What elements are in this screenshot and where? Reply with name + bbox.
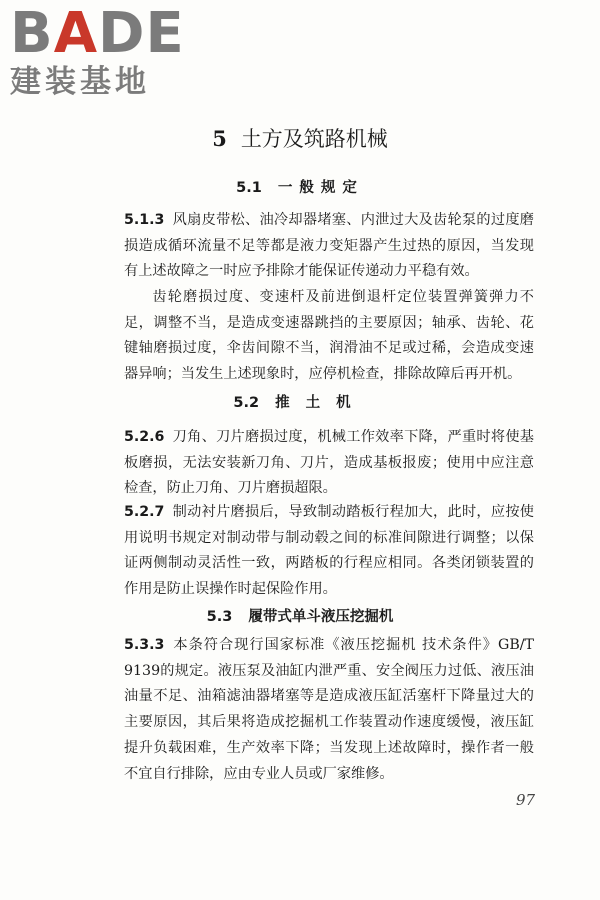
clause-5-1-3-continued: 齿轮磨损过度、变速杆及前进倒退杆定位装置弹簧弹力不足，调整不当，是造成变速器跳挡的主要原因；轴承、齿轮、花键轴磨损过度，伞齿间隙不当，润滑油不足或过稀，会造成变速器异响；当发生上述现象时，应停机检查，排除故障后再开机。	[124, 289, 534, 383]
chapter-heading	[0, 124, 600, 154]
chapter-title: 土方及筑路机械	[240, 127, 388, 151]
bade-logo	[10, 1, 185, 100]
chapter-number: 5	[212, 126, 227, 151]
logo-subtitle: 建装基地	[10, 64, 150, 100]
clause-5-2-6: 5.2.6 刀角、刀片磨损过度，机械工作效率下降，严重时将使基板磨损，无法安装新刀角、刀片，造成基板报废；使用中应注意检查，防止刀角、刀片磨损超限。	[124, 429, 534, 497]
logo-wordmark: BADE	[10, 1, 185, 66]
section-heading-5-3: 5.3 履带式单斗液压挖掘机	[206, 609, 394, 625]
clause-5-3-3: 5.3.3 本条符合现行国家标准《液压挖掘机 技术条件》GB/T 9139的规定。液压泵及油缸内泄严重、安全阀压力过低、液压油油量不足、油箱滤油器堵塞等是造成液压缸活塞杆下降量过大的主要原因，其后果将造成挖掘机工作装置动作速度缓慢，液压缸提升负载困难，生产效率下降；当发现上述故障时，操作者一般不宜自行排除，应由专业人员或厂家维修。	[124, 637, 534, 782]
page-number: 97	[516, 791, 536, 809]
clause-5-2-7: 5.2.7 制动衬片磨损后，导致制动踏板行程加大，此时，应按使用说明书规定对制动带与制动毂之间的标准间隙进行调整；以保证两侧制动灵活性一致，两踏板的行程应相同。各类闭锁装置的作用是防止误操作时起保险作用。	[124, 504, 534, 598]
section-heading-5-1: 5.1 一般规定	[236, 180, 364, 196]
clause-5-1-3: 5.1.3 风扇皮带松、油冷却器堵塞、内泄过大及齿轮泵的过度磨损造成循环流量不足等都是液力变矩器产生过热的原因，当发现有上述故障之一时应予排除才能保证传递动力平稳有效。	[124, 212, 534, 280]
section-heading-5-2: 5.2 推土机	[233, 395, 367, 411]
